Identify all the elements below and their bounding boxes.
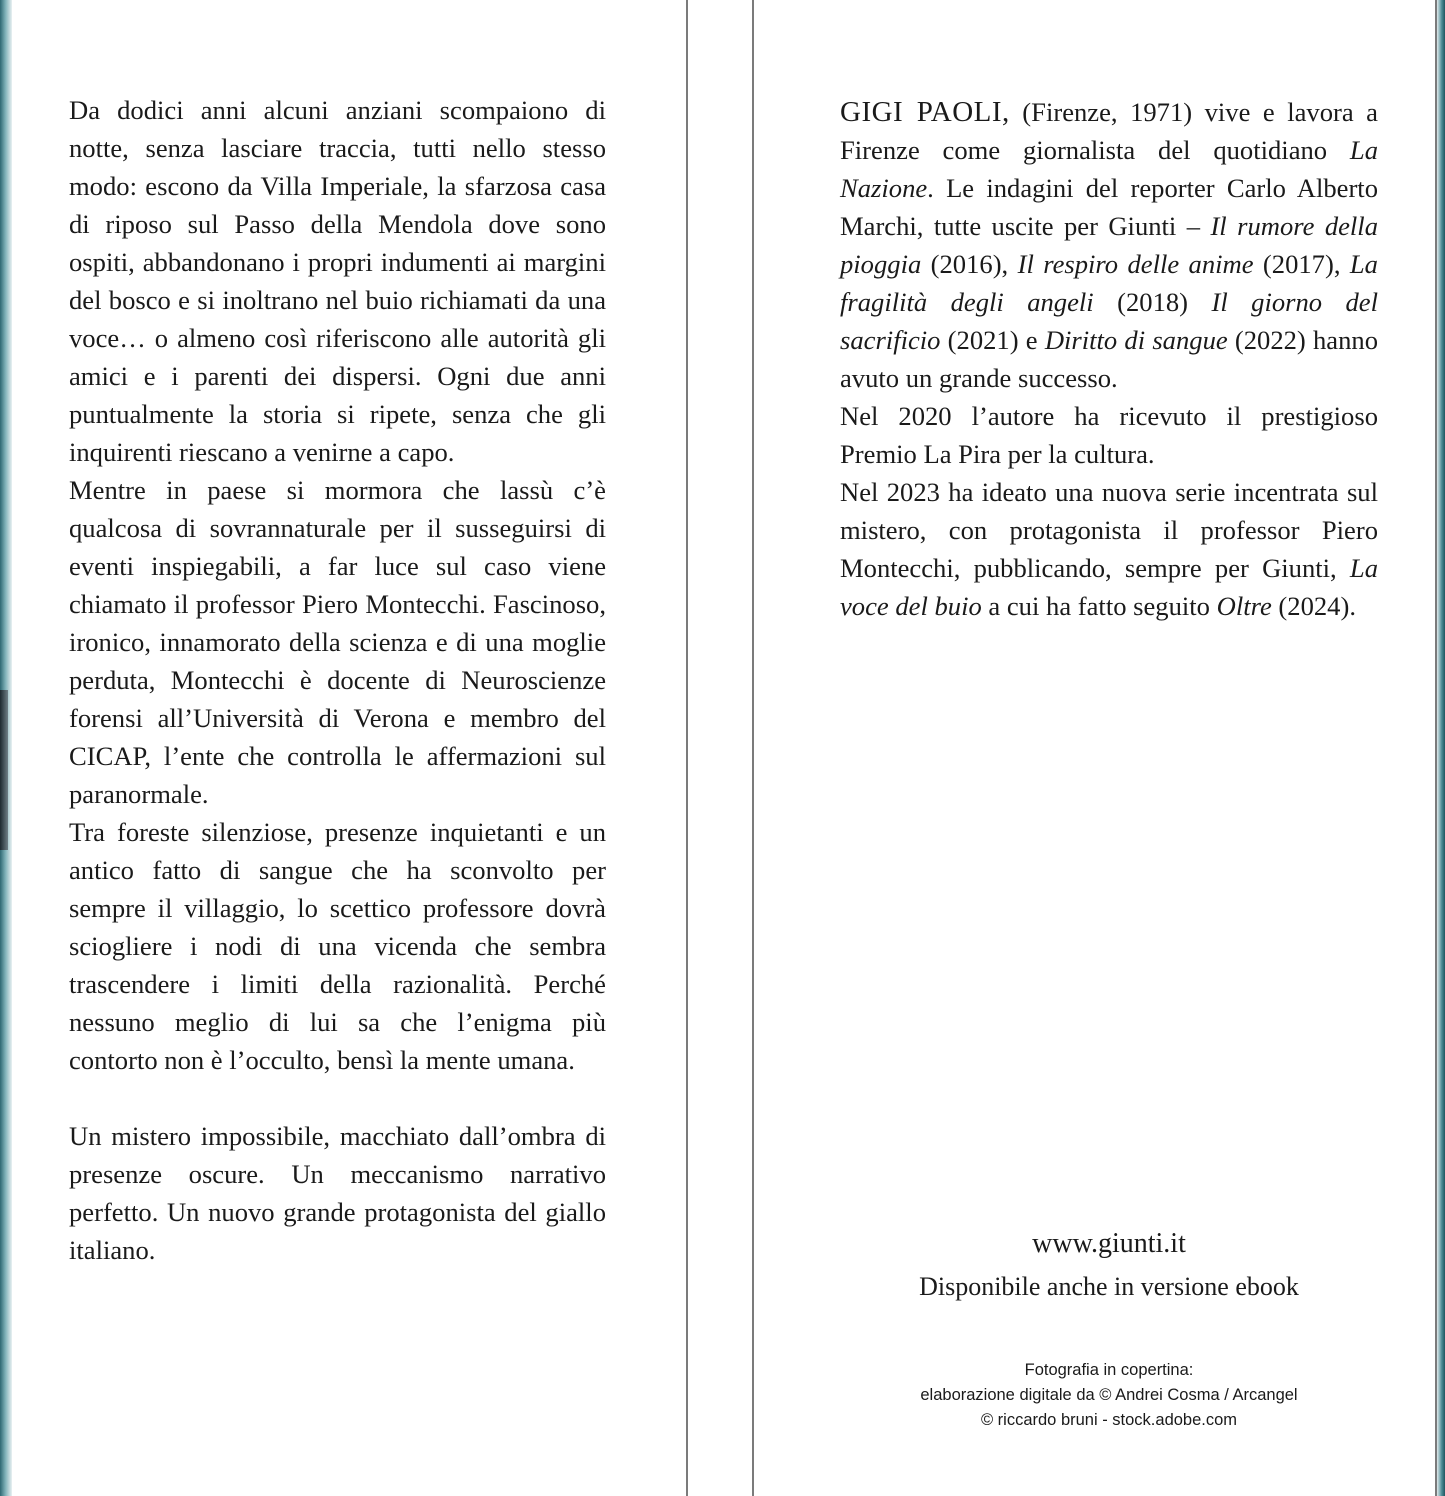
cover-edge-right <box>1437 0 1445 1496</box>
book-title: La voce del buio <box>840 553 1378 621</box>
synopsis-paragraph: Tra foreste silenziose, presenze inquietanti e un antico fatto di sangue che ha sconvolto per sempre il villaggio, lo scettico professore dovrà sciogliere i nodi di una vicenda che sembra trascendere i limiti della razionalità. Perché nessuno meglio di lui sa che l’enigma più contorto non è l’occulto, bensì la mente umana. <box>69 817 606 1075</box>
publisher-website: www.giunti.it <box>1032 1228 1186 1259</box>
book-title: Il respiro delle anime <box>1017 249 1254 279</box>
author-bio <box>840 93 1378 625</box>
credit-line: elaborazione digitale da © Andrei Cosma / Arcangel <box>920 1386 1298 1404</box>
bio-paragraph <box>840 473 1378 625</box>
bio-text: (Firenze, 1971) vive e lavora a Firenze come giornalista del quotidiano <box>840 97 1378 165</box>
bio-text: (2021) e <box>940 325 1045 355</box>
book-title: Il giorno del sacrificio <box>840 287 1378 355</box>
newspaper-title: La Nazione <box>840 135 1378 203</box>
cover-edge-detail <box>0 690 8 850</box>
cover-edge-left <box>0 0 12 1496</box>
book-title: Diritto di sangue <box>1044 325 1228 355</box>
photo-credits <box>880 1358 1338 1433</box>
bio-text: (2024). <box>1271 591 1356 621</box>
bio-text: (2022) hanno avuto un grande successo. <box>840 325 1378 393</box>
book-title: La fragilità degli angeli <box>840 249 1378 317</box>
bio-text: (2016), <box>921 249 1018 279</box>
paragraph-gap <box>69 1079 606 1117</box>
author-name: GIGI PAOLI, <box>840 96 1010 128</box>
bio-text: (2018) <box>1093 287 1212 317</box>
bio-paragraph: Nel 2020 l’autore ha ricevuto il prestigioso Premio La Pira per la cultura. <box>840 401 1378 469</box>
synopsis-paragraph: Da dodici anni alcuni anziani scompaiono di notte, senza lasciare traccia, tutti nello stesso modo: escono da Villa Imperiale, la sfarzosa casa di riposo sul Passo della Mendola dove sono ospiti, abbandonano i propri indumenti ai margini del bosco e si inoltrano nel buio richiamati da una voce… o almeno così riferiscono alle autorità gli amici e i parenti dei dispersi. Ogni due anni puntualmente la storia si ripete, senza che gli inquirenti riescano a venirne a capo. <box>69 95 606 467</box>
credit-line: © riccardo bruni - stock.adobe.com <box>980 1411 1238 1429</box>
synopsis-paragraph: Mentre in paese si mormora che lassù c’è qualcosa di sovrannaturale per il susseguirsi di eventi inspiegabili, a far luce sul caso viene chiamato il professor Piero Montecchi. Fascinoso, ironico, innamorato della scienza e di una moglie perduta, Montecchi è docente di Neuroscienze forensi all’Università di Verona e membro del CICAP, l’ente che controlla le affermazioni sul paranormale. <box>69 475 606 809</box>
bio-paragraph <box>840 93 1378 397</box>
flap-gutter <box>688 0 752 1496</box>
bio-text: . Le indagini del reporter Carlo Alberto Marchi, tutte uscite per Giunti – <box>840 173 1378 241</box>
ebook-note: Disponibile anche in versione ebook <box>919 1272 1299 1301</box>
credit-line: Fotografia in copertina: <box>1024 1361 1194 1379</box>
book-title: Oltre <box>1216 591 1272 621</box>
bio-text: (2017), <box>1253 249 1350 279</box>
synopsis <box>69 91 606 1269</box>
bio-text: Nel 2023 ha ideato una nuova serie incentrata sul mistero, con protagonista il professor Piero Montecchi, pubblicando, sempre per Giunti, <box>840 477 1378 583</box>
bio-text: a cui ha fatto seguito <box>981 591 1217 621</box>
tagline-paragraph: Un mistero impossibile, macchiato dall’ombra di presenze oscure. Un meccanismo narrativo perfetto. Un nuovo grande protagonista del giallo italiano. <box>69 1121 606 1265</box>
book-title: Il rumore della pioggia <box>840 211 1378 279</box>
